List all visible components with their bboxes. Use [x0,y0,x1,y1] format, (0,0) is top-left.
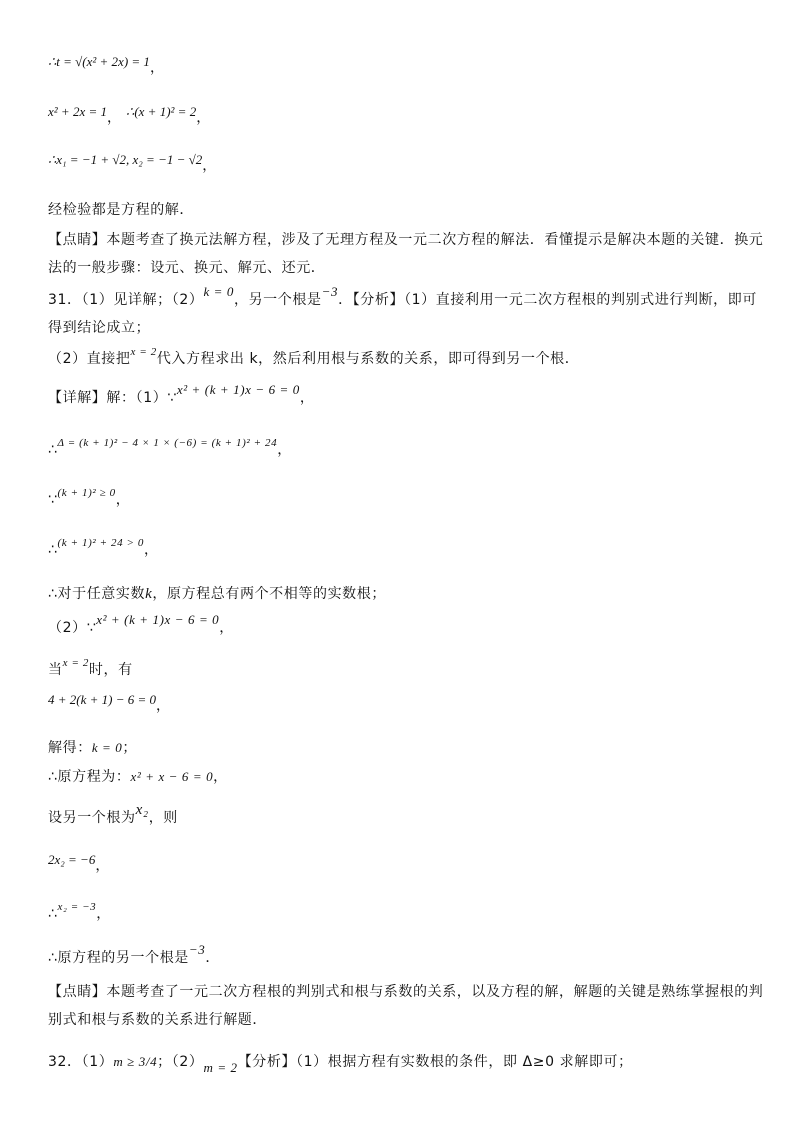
equation-roots: ∴x₁ = −1 + √2, x₂ = −1 − √2， [48,152,217,174]
product-of-roots: 2x₂ = −6， [48,852,110,874]
solve-k: 解得：k = 0； [48,740,137,756]
square-nonnegative: ∵$^{(k + 1)^2 \ge 0}$， [48,487,131,508]
original-equation: ∴原方程为：x² + x − 6 = 0， [48,769,228,785]
analysis-part2: （2）直接把$^{x = 2}$代入方程求出 k，然后利用根与系数的关系，即可得到另一个根． [48,346,580,367]
discriminant-positive: ∴$^{(k + 1)^2 + 24 > 0}$， [48,537,159,558]
second-root: ∴$^{x_2 = -3}$， [48,901,111,922]
comment-31-line-1: 【点睛】本题考查了一元二次方程根的判别式和根与系数的关系，以及方程的解，解题的关键是熟练掌握根的判 [48,984,764,1000]
comment-line-2: 法的一般步骤：设元、换元、解元、还元． [48,260,326,276]
equation-square: x² + 2x = 1， ∴(x + 1)² = 2， [48,104,211,126]
equation-t: ∴t = √(x² + 2x) = 1， [48,54,165,76]
conclusion-part2: ∴原方程的另一个根是−3． [48,942,221,966]
comment-line-1: 【点睛】本题考查了换元法解方程，涉及了无理方程及一元二次方程的解法．看懂提示是解决本题的关键．换元 [48,232,764,248]
discriminant-line: ∴$^{\Delta = (k + 1)^2 - 4 \times 1 \times (-6) = (k + 1)^2 + 24}$， [48,437,292,458]
question-32-header: 32．（1）m ≥ 3/4；（2）m = 2【分析】（1）根据方程有实数根的条件，即 Δ≥0 求解即可； [48,1054,633,1075]
comment-31-line-2: 别式和根与系数的关系进行解题． [48,1012,267,1028]
check-text: 经检验都是方程的解． [48,202,194,218]
substituted-equation: 4 + 2(k + 1) − 6 = 0， [48,692,171,714]
solution-part2: （2）∵x² + (k + 1)x − 6 = 0， [48,612,234,636]
question-31-header: 31．（1）见详解；（2）k = 0，另一个根是−3．【分析】（1）直接利用一元二次方程根的判别式进行判断，即可 [48,284,757,308]
conclusion-part1: ∴对于任意实数k，原方程总有两个不相等的实数根； [48,586,386,602]
substitute-x: 当$^{x = 2}$时，有 [48,657,133,678]
solution-part1: 【详解】解：（1）∵x² + (k + 1)x − 6 = 0， [48,382,315,406]
question-31-header-cont: 得到结论成立； [48,320,151,336]
set-other-root: 设另一个根为x₂，则 [48,802,178,826]
